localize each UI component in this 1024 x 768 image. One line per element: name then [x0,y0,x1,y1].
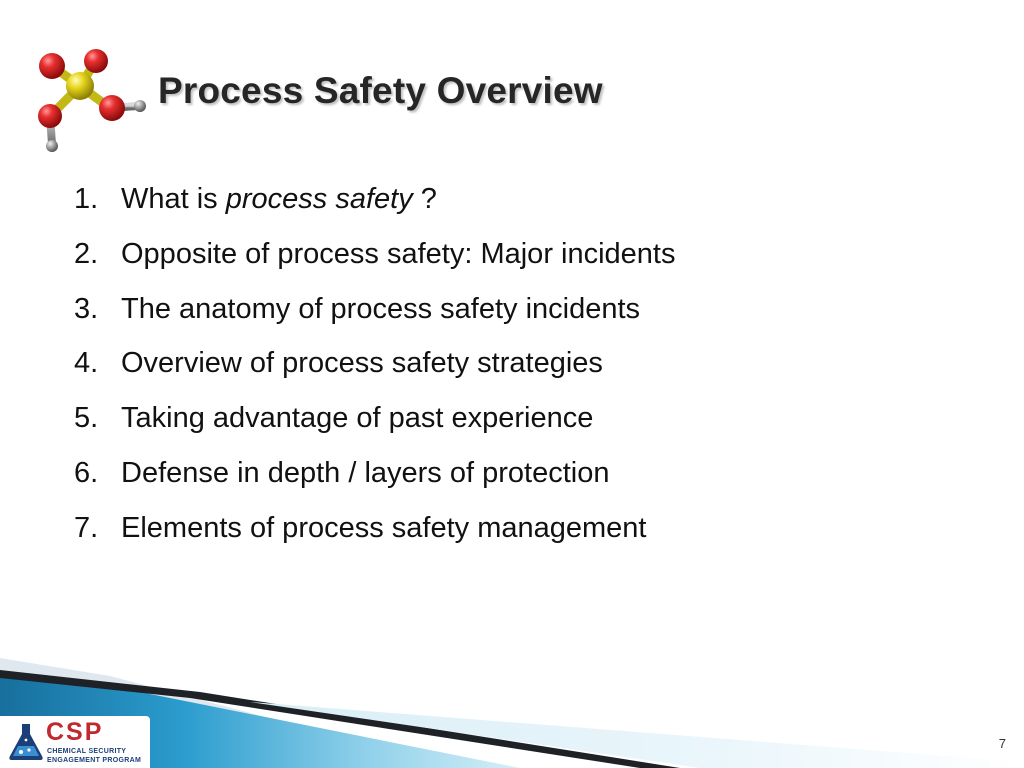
logo-subtitle-line1: CHEMICAL SECURITY [47,748,127,755]
agenda-item-text: Defense in depth / layers of protection [121,456,610,489]
agenda-item-number: 5. [74,402,99,435]
agenda-item-text: The anatomy of process safety incidents [121,292,641,325]
agenda-item-text: Opposite of process safety: Major incidents [121,237,676,270]
agenda-item [74,391,675,446]
logo-subtitle-line2: ENGAGEMENT PROGRAM [47,757,142,764]
logo-wordmark: CSP [46,718,104,746]
agenda-item [74,501,675,556]
agenda-item-number: 4. [74,347,99,380]
page-number: 7 [998,736,1006,751]
agenda-item-text: What is [121,183,226,215]
agenda-item-text: Taking advantage of past experience [121,402,594,435]
agenda-item-number: 6. [74,456,99,489]
footer-swoosh [0,658,1024,768]
agenda-item-text: Overview of process safety strategies [121,347,603,380]
agenda-item-number: 2. [74,237,99,270]
agenda-item-text: Elements of process safety management [121,511,647,544]
agenda-item [74,172,675,227]
agenda-item [74,282,675,337]
slide-title: Process Safety Overview [158,70,603,111]
flask-icon [6,722,46,762]
agenda-item-emphasis: process safety [225,183,413,215]
agenda-item-number: 7. [74,511,99,544]
agenda-list [74,172,675,556]
agenda-item-text-suffix: ? [412,183,437,215]
agenda-item [74,446,675,501]
molecule-icon [28,44,158,156]
agenda-item [74,336,675,391]
agenda-item-number: 1. [74,183,99,215]
agenda-item-number: 3. [74,292,99,325]
agenda-item [74,227,675,282]
csp-logo [0,716,150,768]
